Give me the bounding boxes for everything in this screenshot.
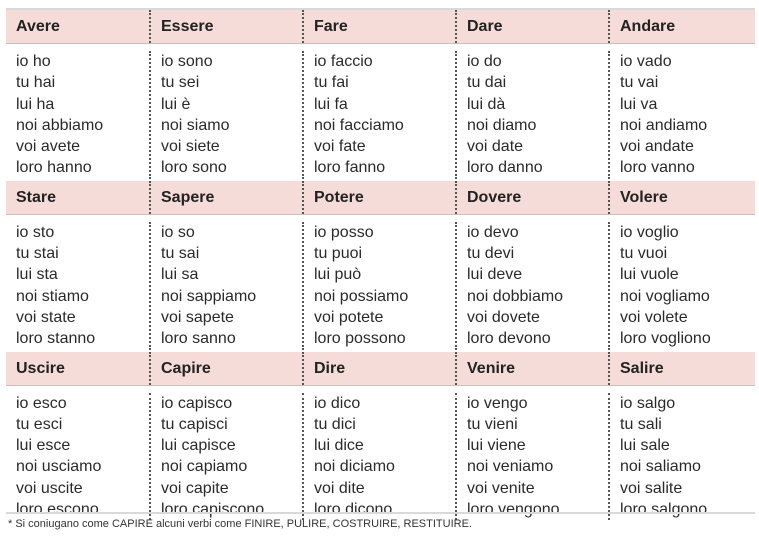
form-cell: loro danno bbox=[467, 159, 543, 177]
verb-header: Essere bbox=[149, 10, 302, 43]
header-row bbox=[6, 10, 755, 44]
forms-column bbox=[455, 51, 608, 179]
form-cell: lui sale bbox=[620, 437, 670, 455]
form-cell: lui è bbox=[161, 95, 191, 113]
form-cell: tu capisci bbox=[161, 415, 228, 433]
form-cell: loro escono bbox=[16, 501, 99, 519]
form-cell: noi diciamo bbox=[314, 458, 395, 476]
form-cell: tu vai bbox=[620, 74, 659, 92]
form-cell: loro devono bbox=[467, 330, 551, 348]
verb-header: Dare bbox=[455, 10, 608, 43]
form-cell: lui esce bbox=[16, 437, 71, 455]
form-cell: lui ha bbox=[16, 95, 55, 113]
form-cell: loro sanno bbox=[161, 330, 236, 348]
verb-header: Dovere bbox=[455, 181, 608, 214]
form-cell: io sono bbox=[161, 53, 213, 70]
forms-column bbox=[455, 393, 608, 521]
form-cell: noi diamo bbox=[467, 116, 537, 134]
form-cell: tu sei bbox=[161, 74, 200, 92]
form-cell: tu esci bbox=[16, 415, 63, 433]
verb-header: Avere bbox=[16, 18, 60, 35]
verb-header: Capire bbox=[149, 352, 302, 385]
form-cell: tu sai bbox=[161, 245, 200, 263]
form-cell: voi potete bbox=[314, 308, 384, 326]
form-cell: lui deve bbox=[467, 266, 523, 284]
form-cell: voi dite bbox=[314, 479, 365, 497]
form-cell: voi capite bbox=[161, 479, 229, 497]
form-cell: io faccio bbox=[314, 53, 373, 70]
verb-block bbox=[6, 352, 755, 523]
form-cell: lui fa bbox=[314, 95, 348, 113]
header-row bbox=[6, 181, 755, 215]
verb-header: Andare bbox=[608, 10, 755, 43]
form-cell: voi andate bbox=[620, 138, 694, 156]
form-cell: noi vogliamo bbox=[620, 287, 710, 305]
form-cell: noi facciamo bbox=[314, 116, 404, 134]
form-cell: noi andiamo bbox=[620, 116, 708, 134]
form-cell: noi stiamo bbox=[16, 287, 89, 305]
form-cell: io so bbox=[161, 223, 195, 241]
form-cell: tu dai bbox=[467, 74, 507, 92]
conjugation-table bbox=[6, 8, 755, 522]
form-cell: voi date bbox=[467, 138, 524, 156]
form-cell: loro vogliono bbox=[620, 330, 711, 348]
verb-header: Fare bbox=[302, 10, 455, 43]
form-cell: loro capiscono bbox=[161, 501, 265, 519]
form-cell: tu vuoi bbox=[620, 245, 668, 263]
verb-header: Salire bbox=[608, 352, 755, 385]
forms-column bbox=[302, 51, 455, 179]
form-cell: noi abbiamo bbox=[16, 116, 104, 134]
form-cell: noi saliamo bbox=[620, 458, 701, 476]
forms-column bbox=[302, 393, 455, 521]
form-cell: tu devi bbox=[467, 245, 515, 263]
form-cell: loro salgono bbox=[620, 501, 708, 519]
verb-header: Volere bbox=[608, 181, 755, 214]
form-cell: io capisco bbox=[161, 394, 233, 412]
form-cell: noi usciamo bbox=[16, 458, 102, 476]
forms-row bbox=[6, 44, 755, 181]
form-cell: noi possiamo bbox=[314, 287, 409, 305]
forms-column bbox=[6, 393, 149, 521]
form-cell: noi dobbiamo bbox=[467, 287, 564, 305]
form-cell: noi capiamo bbox=[161, 458, 248, 476]
verb-header: Potere bbox=[302, 181, 455, 214]
form-cell: voi uscite bbox=[16, 479, 83, 497]
form-cell: noi veniamo bbox=[467, 458, 554, 476]
forms-column bbox=[608, 393, 755, 521]
forms-column bbox=[6, 51, 149, 179]
form-cell: loro dicono bbox=[314, 501, 393, 519]
form-cell: voi state bbox=[16, 308, 76, 326]
verb-block bbox=[6, 181, 755, 352]
form-cell: tu fai bbox=[314, 74, 349, 92]
form-cell: loro vanno bbox=[620, 159, 695, 177]
form-cell: io esco bbox=[16, 394, 67, 412]
form-cell: io salgo bbox=[620, 394, 676, 412]
form-cell: voi dovete bbox=[467, 308, 540, 326]
forms-column bbox=[149, 51, 302, 179]
table-bottom-rule bbox=[6, 512, 755, 514]
form-cell: tu hai bbox=[16, 74, 56, 92]
form-cell: tu vieni bbox=[467, 415, 518, 433]
header-row bbox=[6, 352, 755, 386]
form-cell: lui sta bbox=[16, 266, 58, 284]
form-cell: loro fanno bbox=[314, 159, 386, 177]
verb-header: Sapere bbox=[149, 181, 302, 214]
form-cell: io voglio bbox=[620, 223, 679, 241]
form-cell: noi siamo bbox=[161, 116, 230, 134]
forms-column bbox=[149, 222, 302, 350]
forms-column bbox=[302, 222, 455, 350]
form-cell: tu puoi bbox=[314, 245, 363, 263]
forms-column bbox=[455, 222, 608, 350]
verb-header: Uscire bbox=[16, 359, 65, 377]
form-cell: lui può bbox=[314, 266, 362, 284]
form-cell: voi siete bbox=[161, 138, 220, 156]
form-cell: voi salite bbox=[620, 479, 683, 497]
form-cell: lui vuole bbox=[620, 266, 679, 284]
verb-block bbox=[6, 10, 755, 181]
form-cell: io ho bbox=[16, 53, 51, 70]
form-cell: tu sali bbox=[620, 415, 662, 433]
form-cell: loro vengono bbox=[467, 501, 560, 519]
form-cell: voi sapete bbox=[161, 308, 234, 326]
form-cell: lui va bbox=[620, 95, 658, 113]
form-cell: voi fate bbox=[314, 138, 366, 156]
form-cell: io vado bbox=[620, 53, 672, 70]
form-cell: noi sappiamo bbox=[161, 287, 257, 305]
form-cell: io devo bbox=[467, 223, 519, 241]
forms-row bbox=[6, 386, 755, 523]
form-cell: voi volete bbox=[620, 308, 688, 326]
form-cell: lui dà bbox=[467, 95, 506, 113]
forms-column bbox=[608, 51, 755, 179]
form-cell: io posso bbox=[314, 223, 374, 241]
form-cell: io sto bbox=[16, 223, 55, 241]
form-cell: io do bbox=[467, 53, 502, 70]
form-cell: loro sono bbox=[161, 159, 227, 177]
verb-header: Dire bbox=[302, 352, 455, 385]
form-cell: lui dice bbox=[314, 437, 364, 455]
forms-column bbox=[608, 222, 755, 350]
form-cell: loro hanno bbox=[16, 159, 92, 177]
form-cell: io vengo bbox=[467, 394, 528, 412]
form-cell: lui sa bbox=[161, 266, 199, 284]
footnote: * Si coniugano come CAPIRE alcuni verbi come FINIRE, PULIRE, COSTRUIRE, RESTITUIRE. bbox=[8, 518, 472, 530]
form-cell: loro stanno bbox=[16, 330, 96, 348]
form-cell: io dico bbox=[314, 394, 361, 412]
forms-column bbox=[149, 393, 302, 521]
form-cell: tu stai bbox=[16, 245, 59, 263]
forms-column bbox=[6, 222, 149, 350]
form-cell: voi venite bbox=[467, 479, 535, 497]
form-cell: lui viene bbox=[467, 437, 526, 455]
form-cell: lui capisce bbox=[161, 437, 236, 455]
form-cell: voi avete bbox=[16, 138, 81, 156]
forms-row bbox=[6, 215, 755, 352]
form-cell: tu dici bbox=[314, 415, 356, 433]
verb-header: Stare bbox=[16, 188, 57, 206]
verb-header: Venire bbox=[455, 352, 608, 385]
form-cell: loro possono bbox=[314, 330, 406, 348]
